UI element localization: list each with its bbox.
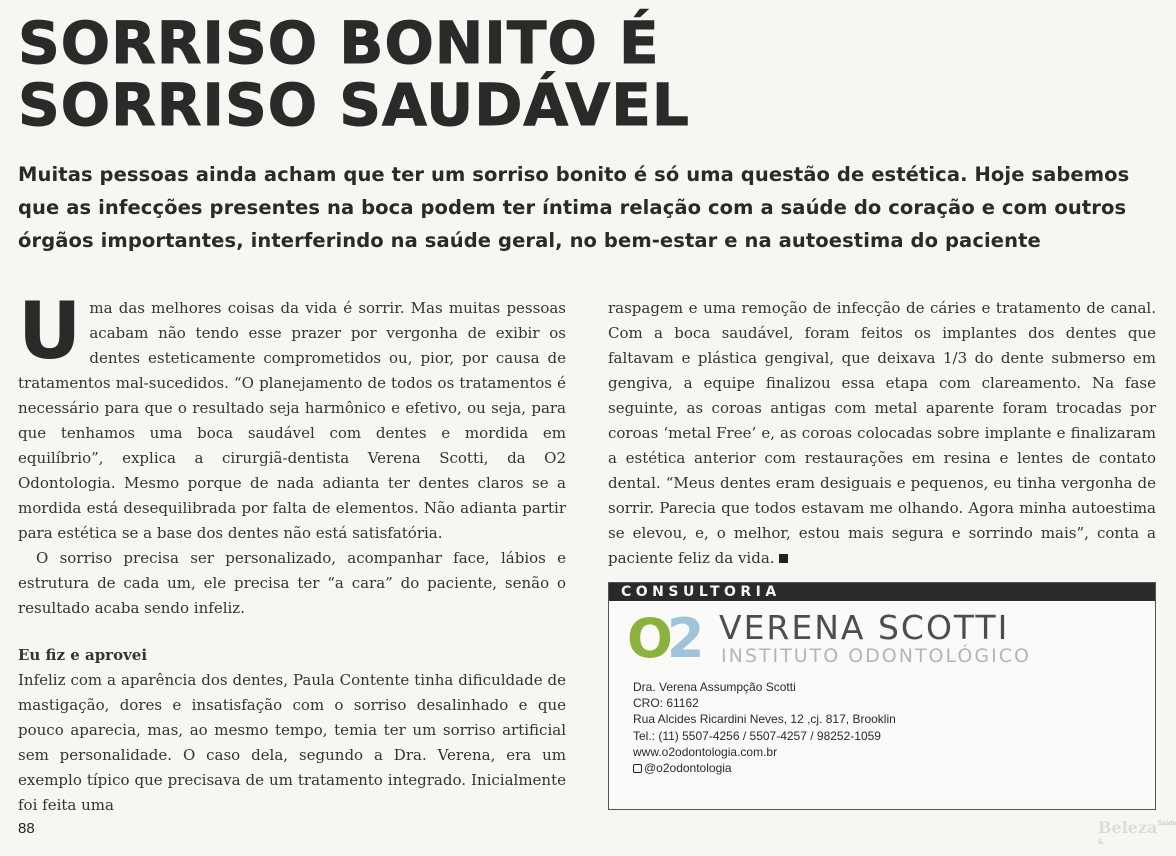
- article-paragraph-4-text: raspagem e uma remoção de infecção de cáries e tratamento de canal. Com a boca saudável, foram feitos os implantes dos dentes que faltavam e plástica gengival, que deixava 1/3 do dente submerso em gengiva, a equipe finalizou essa etapa com clareamento. Na fase seguinte, as coroas antigas com metal aparente foram trocadas por coroas ‘metal Free’ e, as coroas colocadas sobre implante e finalizaram a estética anterior com restaurações em resina e lentes de contato dental. “Meus dentes eram desiguais e pequenos, eu tinha vergonha de sorrir. Parecia que todos estavam me olhando. Agora minha autoestima se elevou, e, o melhor, estou mais segura e sorrindo mais”, conta a paciente feliz da vida.: [608, 299, 1156, 567]
- instagram-handle: @o2odontologia: [644, 761, 732, 776]
- contact-cro: CRO: 61162: [633, 696, 699, 711]
- headline: [18, 9, 690, 139]
- brand-name: Beleza: [1098, 818, 1158, 837]
- article-paragraph-1-text: ma das melhores coisas da vida é sorrir. Mas muitas pessoas acabam não tendo esse prazer por vergonha de exibir os dentes esteticamente comprometidos ou, pior, por causa de tratamentos mal-sucedidos. “O planejamento de todos os tratamentos é necessário para que o resultado seja harmônico e efetivo, ou seja, para que tenhamos uma boca saudável com dentes e mordida em equilíbrio”, explica a cirurgiã-dentista Verena Scotti, da O2 Odontologia. Mesmo porque de nada adianta ter dentes claros se a mordida está desequilibrada por falta de elementos. Não adianta partir para estética se a base dos dentes não está satisfatória.: [18, 299, 566, 542]
- consultoria-box: [608, 582, 1156, 810]
- article-column-left: [18, 287, 566, 818]
- end-mark-icon: [779, 554, 788, 563]
- consultoria-header: CONSULTORIA: [609, 583, 1155, 601]
- page-number: 88: [18, 820, 35, 837]
- article-paragraph-3: Infeliz com a aparência dos dentes, Paula Contente tinha dificuldade de mastigação, dores e insatisfação com o sorriso desalinhado e que pouco aparecia, mas, ao mesmo tempo, temia ter um sorriso artificial sem personalidade. O caso dela, segundo a Dra. Verena, era um exemplo típico que precisava de um tratamento integrado. Inicialmente foi feita uma: [18, 671, 566, 814]
- o2-logo-mark: [627, 609, 698, 669]
- contact-info: [633, 679, 896, 776]
- contact-phone: Tel.: (11) 5507-4256 / 5507-4257 / 98252-1059: [633, 728, 881, 743]
- article-paragraph-1: [18, 287, 566, 546]
- lead-paragraph: Muitas pessoas ainda acham que ter um sorriso bonito é só uma questão de estética. Hoje sabemos que as infecções presentes na boca podem ter íntima relação com a saúde do coração e com outros órgãos importantes, interferindo na saúde geral, no bem-estar e na autoestima do paciente: [18, 163, 1130, 252]
- instagram-icon: [633, 764, 642, 773]
- brand-small: Saúde &: [1098, 820, 1176, 846]
- article-paragraph-4: [608, 296, 1156, 571]
- article-subhead: Eu fiz e aprovei: [18, 646, 148, 664]
- article-paragraph-2: O sorriso precisa ser personalizado, acompanhar face, lábios e estrutura de cada um, ele precisa ter “a cara” do paciente, senão o resultado acaba sendo infeliz.: [18, 549, 566, 617]
- headline-line-2: SORRISO SAUDÁVEL: [18, 71, 690, 139]
- headline-line-1: SORRISO BONITO É: [18, 9, 660, 77]
- logo-digit-2: 2: [666, 607, 699, 670]
- magazine-brand: [1098, 818, 1176, 856]
- logo-name: VERENA SCOTTI: [719, 608, 1010, 647]
- logo-letter-o: O: [627, 607, 667, 670]
- drop-cap: U: [18, 287, 82, 377]
- contact-website: www.o2odontologia.com.br: [633, 744, 778, 759]
- contact-name: Dra. Verena Assumpção Scotti: [633, 680, 796, 694]
- article-column-right: [608, 296, 1156, 571]
- contact-address: Rua Alcides Ricardini Neves, 12 ,cj. 817, Brooklin: [633, 712, 896, 727]
- logo-subtitle: INSTITUTO ODONTOLÓGICO: [721, 645, 1031, 667]
- contact-instagram: [633, 760, 896, 776]
- o2-logo: [627, 609, 1127, 669]
